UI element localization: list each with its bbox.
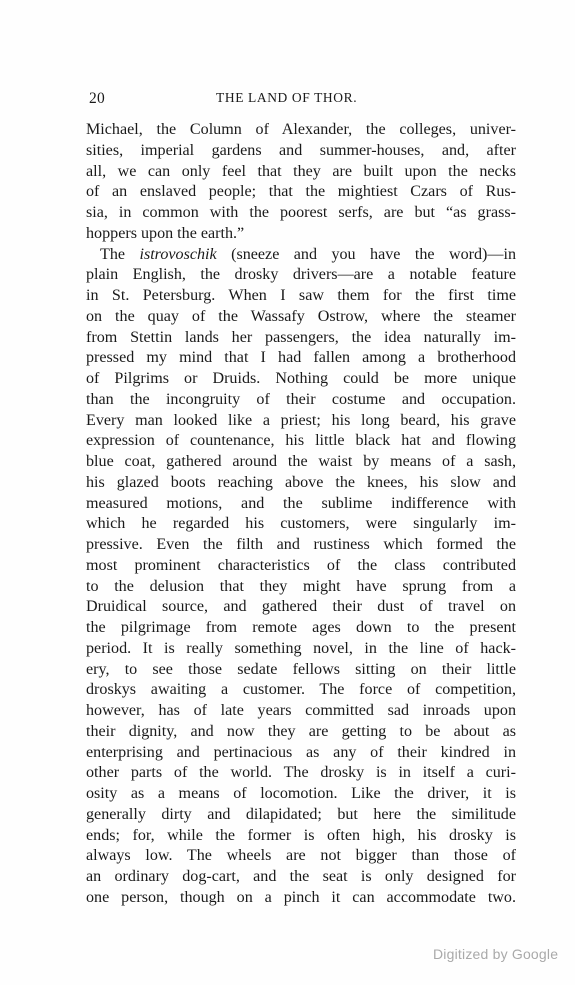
text-line: an ordinary dog-cart, and the seat is only designed for [86, 868, 516, 885]
text-line: from Stettin lands her passengers, the idea naturally im- [86, 328, 516, 346]
page-number: 20 [89, 90, 106, 107]
text-line: ery, to see those sedate fellows sitting on their little [86, 660, 516, 678]
text-line: Every man looked like a priest; his long beard, his grave [86, 411, 516, 429]
text-line: Michael, the Column of Alexander, the colleges, univer- [86, 121, 516, 138]
text-line: other parts of the world. The drosky is in itself a curi- [86, 764, 516, 782]
text-line: the pilgrimage from remote ages down to the present [86, 619, 516, 636]
digitization-watermark: Digitized by Google [433, 946, 559, 962]
text-line: enterprising and pertinacious as any of their kindred in [86, 743, 516, 761]
text-line: plain English, the drosky drivers—are a notable feature [86, 266, 516, 284]
text-line: ends; for, while the former is often high, his drosky is [86, 826, 516, 844]
text-line: period. It is really something novel, in the line of hack- [86, 639, 516, 657]
text-line: sities, imperial gardens and summer-houses, and, after [86, 141, 516, 159]
text-line: pressed my mind that I had fallen among a brotherhood [86, 349, 516, 367]
text-line: in St. Petersburg. When I saw them for the first time [86, 287, 516, 304]
paragraph-first-line [86, 245, 516, 266]
text-line: all, we can only feel that they are built upon the necks [86, 162, 516, 180]
body-text [86, 120, 516, 909]
text-line: blue coat, gathered around the waist by means of a sash, [86, 453, 516, 470]
text-line: hoppers upon the earth.” [86, 224, 245, 242]
line-tail: (sneeze and you have the word)—in [216, 245, 516, 263]
text-line: one person, though on a pinch it can accommodate two. [86, 888, 516, 906]
text-line: however, has of late years committed sad inroads upon [86, 702, 516, 719]
running-head [89, 90, 509, 108]
text-line: osity as a means of locomotion. Like the driver, it is [86, 785, 516, 802]
text-line: which he regarded his customers, were singularly im- [86, 515, 516, 533]
text-line: his glazed boots reaching above the knees, his slow and [86, 473, 516, 491]
text-line: droskys awaiting a customer. The force of competition, [86, 681, 516, 699]
text-line: of an enslaved people; that the mightiest Czars of Rus- [86, 183, 516, 201]
text-line: expression of countenance, his little black hat and flowing [86, 432, 516, 450]
text-line: of Pilgrims or Druids. Nothing could be more unique [86, 370, 516, 387]
text-line: always low. The wheels are not bigger than those of [86, 847, 516, 865]
text-line: to the delusion that they might have sprung from a [86, 577, 516, 595]
text-line: most prominent characteristics of the class contributed [86, 556, 516, 574]
text-line: pressive. Even the filth and rustiness which formed the [86, 536, 516, 553]
text-line: measured motions, and the sublime indifference with [86, 494, 516, 512]
text-line: than the incongruity of their costume and occupation. [86, 390, 516, 408]
running-title: THE LAND OF THOR. [216, 90, 358, 105]
italic-term: istrovoschik [139, 245, 217, 263]
lead-word: The [100, 245, 140, 263]
text-line: generally dirty and dilapidated; but here the similitude [86, 805, 516, 823]
text-line: sia, in common with the poorest serfs, are but “as grass- [86, 204, 516, 221]
text-line: Druidical source, and gathered their dust of travel on [86, 598, 516, 616]
text-line: on the quay of the Wassafy Ostrow, where the steamer [86, 307, 516, 325]
text-line: their dignity, and now they are getting to be about as [86, 722, 516, 740]
